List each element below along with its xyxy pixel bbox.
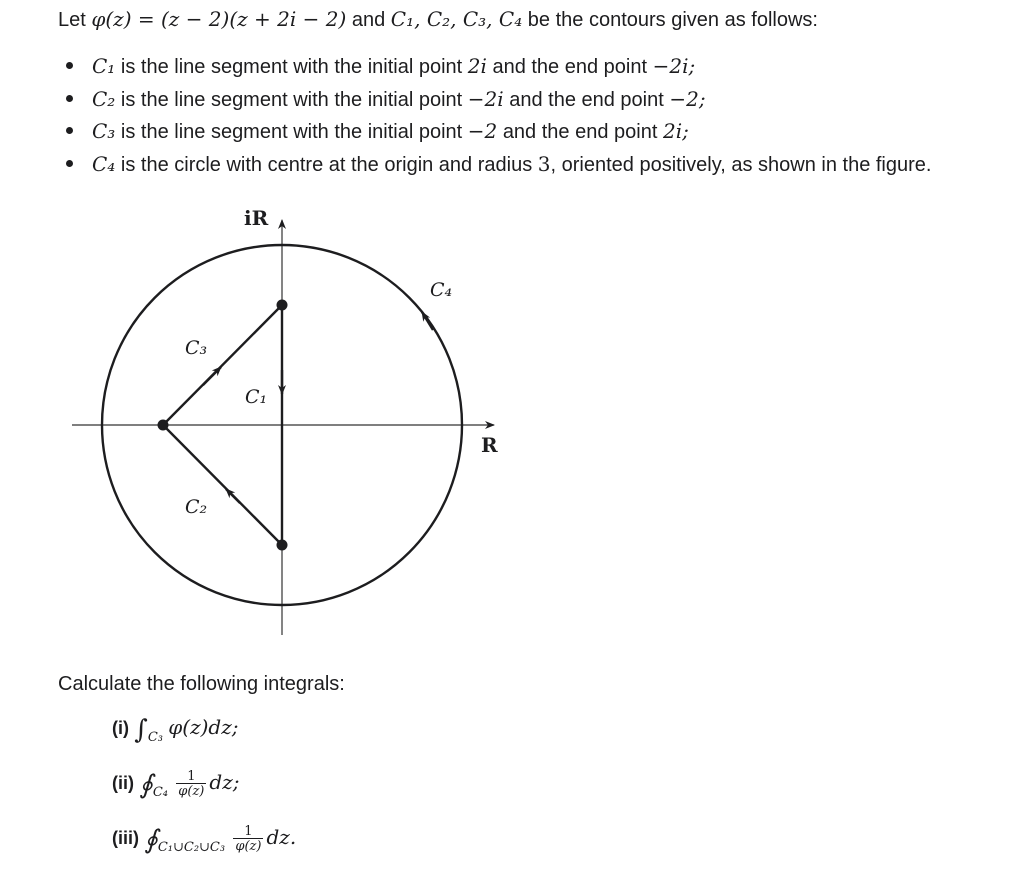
bullet-dot [66, 95, 73, 102]
start-point: 2i [467, 54, 487, 78]
numerator: 1 [233, 825, 263, 839]
integral-item-ii [112, 770, 239, 800]
differential: dz. [266, 825, 297, 850]
bullet-text: and the end point [502, 121, 658, 143]
c3-arrow [203, 367, 221, 385]
end-point: 2i; [662, 119, 689, 143]
contour-name: C₃ [92, 119, 116, 143]
bullet-text: and the end point [492, 56, 648, 78]
bullet-text: is the line segment with the initial point [120, 121, 463, 143]
end-point: −2i; [652, 54, 696, 78]
contour-name: C₄ [92, 151, 116, 176]
c2-label: C₂ [185, 496, 208, 518]
item-label: (iii) [112, 828, 139, 849]
integral-subscript: C₃ [147, 730, 163, 745]
c1-label: C₁ [245, 386, 268, 408]
c4-arrow [422, 312, 433, 330]
intro-tail: be the contours given as follows: [527, 9, 818, 31]
c4-label: C₄ [430, 279, 453, 301]
differential: dz; [209, 770, 240, 795]
bullet-text: and the end point [509, 88, 664, 111]
contour-integral-sign: ∮ [139, 770, 153, 801]
denominator: φ(z) [235, 839, 262, 854]
bullet-c1 [58, 52, 931, 85]
bullet-text: is the circle with centre at the origin and radius [120, 153, 533, 176]
phi-definition: φ(z) = (z − 2)(z + 2i − 2) [91, 7, 347, 31]
denominator: φ(z) [178, 784, 205, 799]
item-label: (ii) [112, 773, 134, 794]
intro-and: and [351, 9, 386, 31]
real-axis-label: R [481, 433, 498, 457]
calculate-heading: Calculate the following integrals: [58, 673, 345, 695]
start-point: −2 [467, 119, 498, 143]
item-label: (i) [112, 718, 129, 738]
c2-arrow [226, 489, 240, 503]
c3-label: C₃ [185, 337, 208, 359]
bullet-dot [66, 127, 73, 134]
end-point: −2; [669, 86, 706, 111]
bullet-dot [66, 62, 73, 69]
integrand: φ(z)dz; [168, 715, 239, 739]
bullet-dot [66, 160, 73, 167]
bullet-c3 [58, 117, 931, 150]
contour-list: C₁, C₂, C₃, C₄ [390, 7, 523, 31]
contour-name: C₂ [92, 86, 116, 111]
vertex-left [158, 420, 169, 431]
fraction [233, 825, 263, 853]
bullet-c4 [58, 150, 931, 183]
contour-figure [60, 200, 520, 640]
bullet-c2 [58, 85, 931, 118]
imaginary-axis-label: iR [244, 206, 269, 230]
bullet-text: is the line segment with the initial point [120, 88, 463, 111]
vertex-top [277, 300, 288, 311]
intro-let: Let [58, 9, 86, 31]
fraction [176, 770, 206, 798]
intro-sentence [58, 5, 818, 34]
numerator: 1 [176, 770, 206, 784]
bullet-text: , oriented positively, as shown in the figure. [550, 153, 932, 176]
radius-value: 3 [537, 151, 551, 176]
contour-definitions [58, 52, 931, 182]
contour-name: C₁ [92, 54, 116, 78]
integral-subscript: C₄ [152, 785, 168, 801]
c2-segment [163, 425, 282, 545]
start-point: −2i [467, 86, 504, 111]
integral-item-iii [112, 825, 296, 855]
bullet-text: is the line segment with the initial point [120, 56, 463, 78]
contour-integral-sign: ∮ [144, 825, 158, 856]
integral-item-i [112, 715, 239, 745]
integral-subscript: C₁∪C₂∪C₃ [157, 840, 226, 856]
integral-sign: ∫ [134, 715, 148, 745]
vertex-bottom [277, 540, 288, 551]
